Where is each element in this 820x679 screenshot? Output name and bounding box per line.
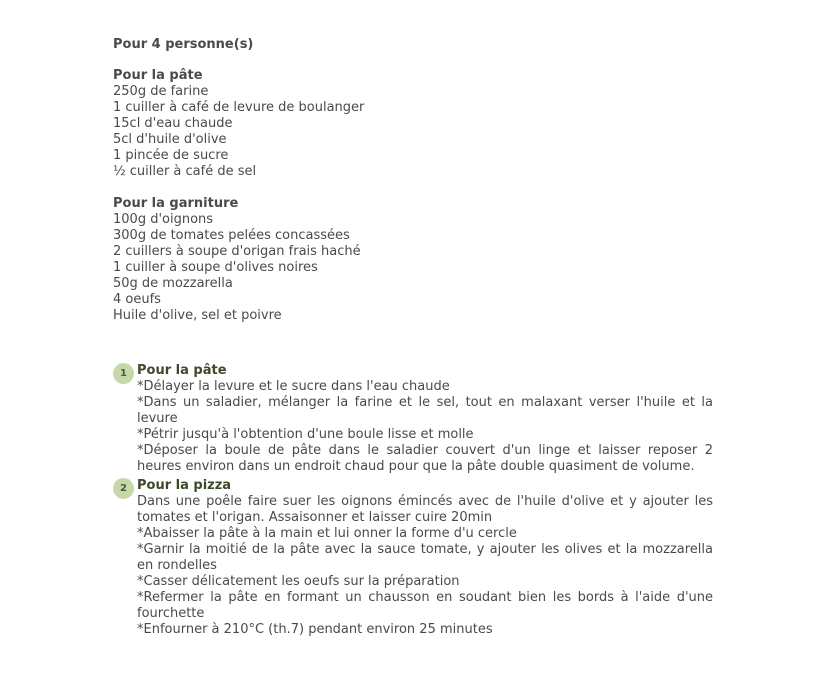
ingredient-item: 15cl d'eau chaude <box>113 116 233 131</box>
topping-ingredients <box>113 196 713 324</box>
topping-title: Pour la garniture <box>113 196 239 211</box>
servings-heading: Pour 4 personne(s) <box>113 37 254 52</box>
ingredient-item: 2 cuillers à soupe d'origan frais haché <box>113 244 361 259</box>
ingredient-item: 4 oeufs <box>113 292 161 307</box>
step-title: Pour la pâte <box>137 363 227 378</box>
ingredient-item: 300g de tomates pelées concassées <box>113 228 350 243</box>
ingredient-item: 100g d'oignons <box>113 212 214 227</box>
step-1 <box>113 362 713 475</box>
ingredient-item: 5cl d'huile d'olive <box>113 132 227 147</box>
step-line: *Enfourner à 210°C (th.7) pendant environ 25 minutes <box>137 622 493 637</box>
ingredient-item: Huile d'olive, sel et poivre <box>113 308 282 323</box>
step-line: *Dans un saladier, mélanger la farine et le sel, tout en malaxant verser l'huile et la levure <box>137 395 713 426</box>
ingredient-item: 1 cuiller à soupe d'olives noires <box>113 260 318 275</box>
step-2 <box>113 477 713 638</box>
step-line: *Refermer la pâte en formant un chausson en soudant bien les bords à l'aide d'une fourchette <box>137 590 713 621</box>
ingredient-item: ½ cuiller à café de sel <box>113 164 257 179</box>
step-line: *Garnir la moitié de la pâte avec la sauce tomate, y ajouter les olives et la mozzarella en rondelles <box>137 542 713 573</box>
step-number-badge: 2 <box>113 478 134 499</box>
step-line: *Casser délicatement les oeufs sur la préparation <box>137 574 460 589</box>
ingredients-section <box>113 37 713 340</box>
step-line: *Délayer la levure et le sucre dans l'eau chaude <box>137 379 450 394</box>
ingredient-item: 1 cuiller à café de levure de boulanger <box>113 100 365 115</box>
ingredient-item: 50g de mozzarella <box>113 276 233 291</box>
instructions-section <box>113 362 713 640</box>
step-line: *Déposer la boule de pâte dans le saladier couvert d'un linge et laisser reposer 2 heures environ dans un endroit chaud pour que la pâte double quasiment de volume. <box>137 443 713 474</box>
ingredient-item: 250g de farine <box>113 84 209 99</box>
step-line: *Pétrir jusqu'à l'obtention d'une boule lisse et molle <box>137 427 474 442</box>
step-number-badge: 1 <box>113 363 134 384</box>
step-line: *Abaisser la pâte à la main et lui onner la forme d'u cercle <box>137 526 517 541</box>
dough-ingredients <box>113 68 713 180</box>
dough-title: Pour la pâte <box>113 68 203 83</box>
ingredient-item: 1 pincée de sucre <box>113 148 229 163</box>
step-title: Pour la pizza <box>137 478 232 493</box>
step-line: Dans une poêle faire suer les oignons émincés avec de l'huile d'olive et y ajouter les tomates et l'origan. Assaisonner et laisser cuire 20min <box>137 494 713 525</box>
